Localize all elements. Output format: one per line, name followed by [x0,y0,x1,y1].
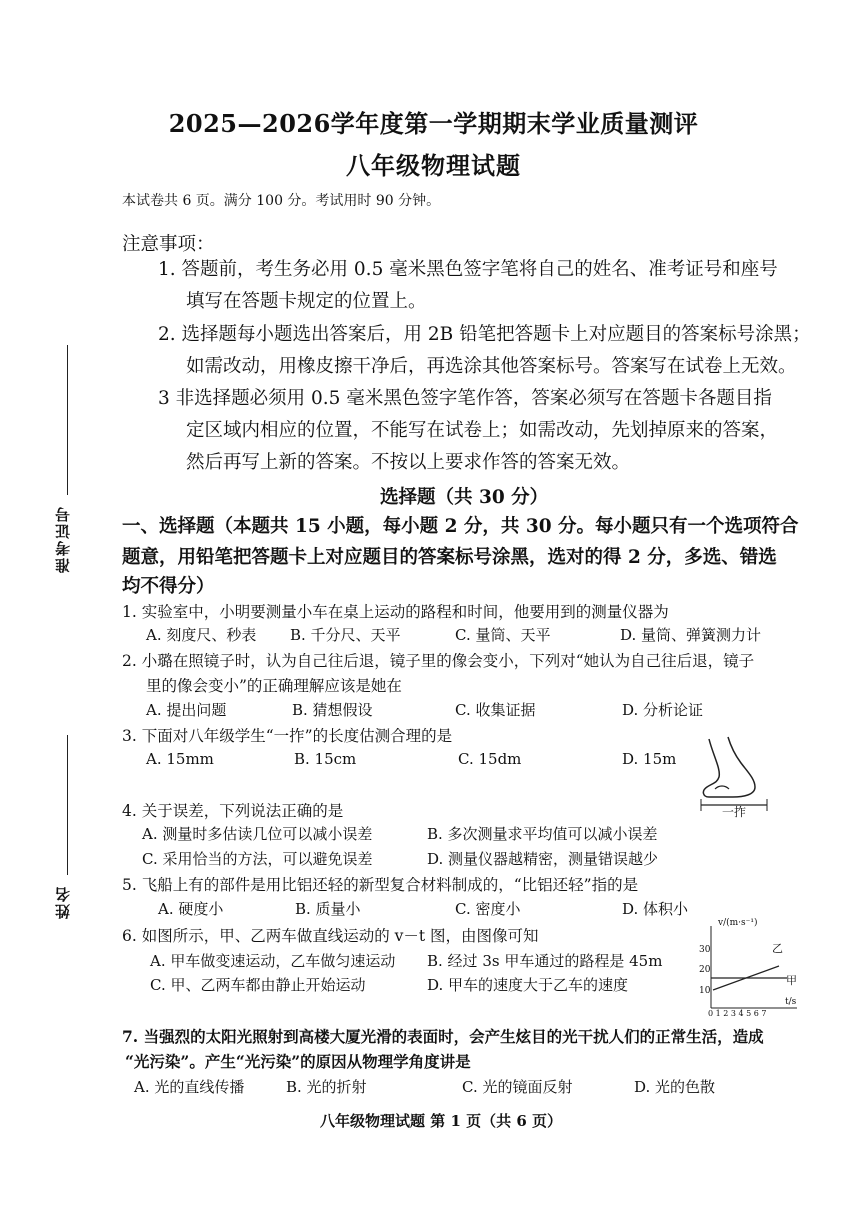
vt-ytick-10: 10 [699,986,711,996]
q1-option-b: B. 千分尺、天平 [290,626,401,644]
vt-xticks: 0 1 2 3 4 5 6 7 [708,1009,767,1018]
note-3-line1: 3 非选择题必须用 0.5 毫米黑色签字笔作答，答案必须写在答题卡各题目指 [158,388,772,409]
q3-option-b: B. 15cm [294,750,357,768]
q6-option-a: A. 甲车做变速运动，乙车做匀速运动 [150,952,396,970]
q7-option-a: A. 光的直线传播 [134,1078,245,1096]
question-4-stem: 4. 关于误差，下列说法正确的是 [122,802,344,820]
q6-option-d: D. 甲车的速度大于乙车的速度 [427,976,629,994]
exam-no-line [67,345,68,495]
hand-span-label: 一拃 [722,805,747,819]
q2-option-d: D. 分析论证 [622,701,704,719]
q2-option-b: B. 猜想假设 [292,701,373,719]
exam-info: 本试卷共 6 页。满分 100 分。考试用时 90 分钟。 [122,193,441,209]
note-2-line1: 2. 选择题每小题选出答案后，用 2B 铅笔把答题卡上对应题目的答案标号涂黑； [158,324,811,345]
section-intro-line1: 一、选择题（本题共 15 小题，每小题 2 分，共 30 分。每小题只有一个选项符合 [122,516,799,537]
q4-option-b: B. 多次测量求平均值可以减小误差 [427,825,658,843]
q4-option-c: C. 采用恰当的方法，可以避免误差 [142,850,373,868]
q5-option-b: B. 质量小 [295,900,361,918]
vt-series-jia: 甲 [786,974,797,987]
section-heading: 选择题（共 30 分） [380,487,549,508]
vt-series-yi: 乙 [772,942,783,955]
q3-option-d: D. 15m [622,750,677,768]
note-1-line1: 1. 答题前，考生务必用 0.5 毫米黑色签字笔将自己的姓名、准考证号和座号 [158,259,778,280]
q4-option-a: A. 测量时多估读几位可以减小误差 [142,825,373,843]
question-7-stem-cont: “光污染”。产生“光污染”的原因从物理学角度讲是 [125,1052,471,1071]
note-2-line2: 如需改动，用橡皮擦干净后，再选涂其他答案标号。答案写在试卷上无效。 [186,356,797,377]
vt-x-label: t/s [785,997,797,1007]
question-3-stem: 3. 下面对八年级学生“一拃”的长度估测合理的是 [122,727,453,745]
question-7-stem: 7. 当强烈的太阳光照射到高楼大厦光滑的表面时，会产生炫目的光干扰人们的正常生活，造成 [122,1027,764,1046]
q2-option-a: A. 提出问题 [146,701,227,719]
section-intro-line3: 均不得分） [122,576,215,597]
q5-option-a: A. 硬度小 [158,900,224,918]
question-1-stem: 1. 实验室中，小明要测量小车在桌上运动的路程和时间，他要用到的测量仪器为 [122,603,669,621]
question-2-stem: 2. 小璐在照镜子时，认为自己往后退，镜子里的像会变小，下列对“她认为自己往后退，镜子 [122,652,755,670]
name-label: 姓名 [54,885,72,919]
q6-option-c: C. 甲、乙两车都由静止开始运动 [150,976,366,994]
question-2-stem-cont: 里的像会变小”的正确理解应该是她在 [146,677,402,695]
q2-option-c: C. 收集证据 [455,701,536,719]
note-1-line2: 填写在答题卡规定的位置上。 [186,291,427,312]
exam-title: 2025—2026学年度第一学期期末学业质量测评 [168,109,699,138]
q6-option-b: B. 经过 3s 甲车通过的路程是 45m [427,952,663,970]
section-intro-line2: 题意，用铅笔把答题卡上对应题目的答案标号涂黑，选对的得 2 分，多选、错选 [122,547,777,568]
notes-heading: 注意事项： [122,234,215,255]
q5-option-d: D. 体积小 [622,900,689,918]
q4-option-d: D. 测量仪器越精密，测量错误越少 [427,850,659,868]
vt-ytick-20: 20 [699,965,711,975]
q3-option-c: C. 15dm [458,750,522,768]
note-3-line3: 然后再写上新的答案。不按以上要求作答的答案无效。 [186,452,631,473]
vt-y-label: v/(m·s⁻¹) [718,918,758,928]
q7-option-d: D. 光的色散 [634,1078,716,1096]
q1-option-c: C. 量筒、天平 [455,626,551,644]
exam-no-label: 准考证号 [54,505,72,573]
vt-ytick-30: 30 [699,945,711,955]
exam-subtitle: 八年级物理试题 [346,151,521,180]
q1-option-a: A. 刻度尺、秒表 [146,626,257,644]
question-5-stem: 5. 飞船上有的部件是用比铝还轻的新型复合材料制成的，“比铝还轻”指的是 [122,876,639,894]
q3-option-a: A. 15mm [146,750,214,768]
page-footer: 八年级物理试题 第 1 页（共 6 页） [320,1112,562,1130]
q7-option-c: C. 光的镜面反射 [462,1078,573,1096]
name-line [67,735,68,875]
note-3-line2: 定区域内相应的位置，不能写在试卷上；如需改动，先划掉原来的答案， [186,420,779,441]
q1-option-d: D. 量筒、弹簧测力计 [620,626,762,644]
question-6-stem: 6. 如图所示，甲、乙两车做直线运动的 v－t 图，由图像可知 [122,927,539,945]
q7-option-b: B. 光的折射 [286,1078,367,1096]
q5-option-c: C. 密度小 [455,900,521,918]
